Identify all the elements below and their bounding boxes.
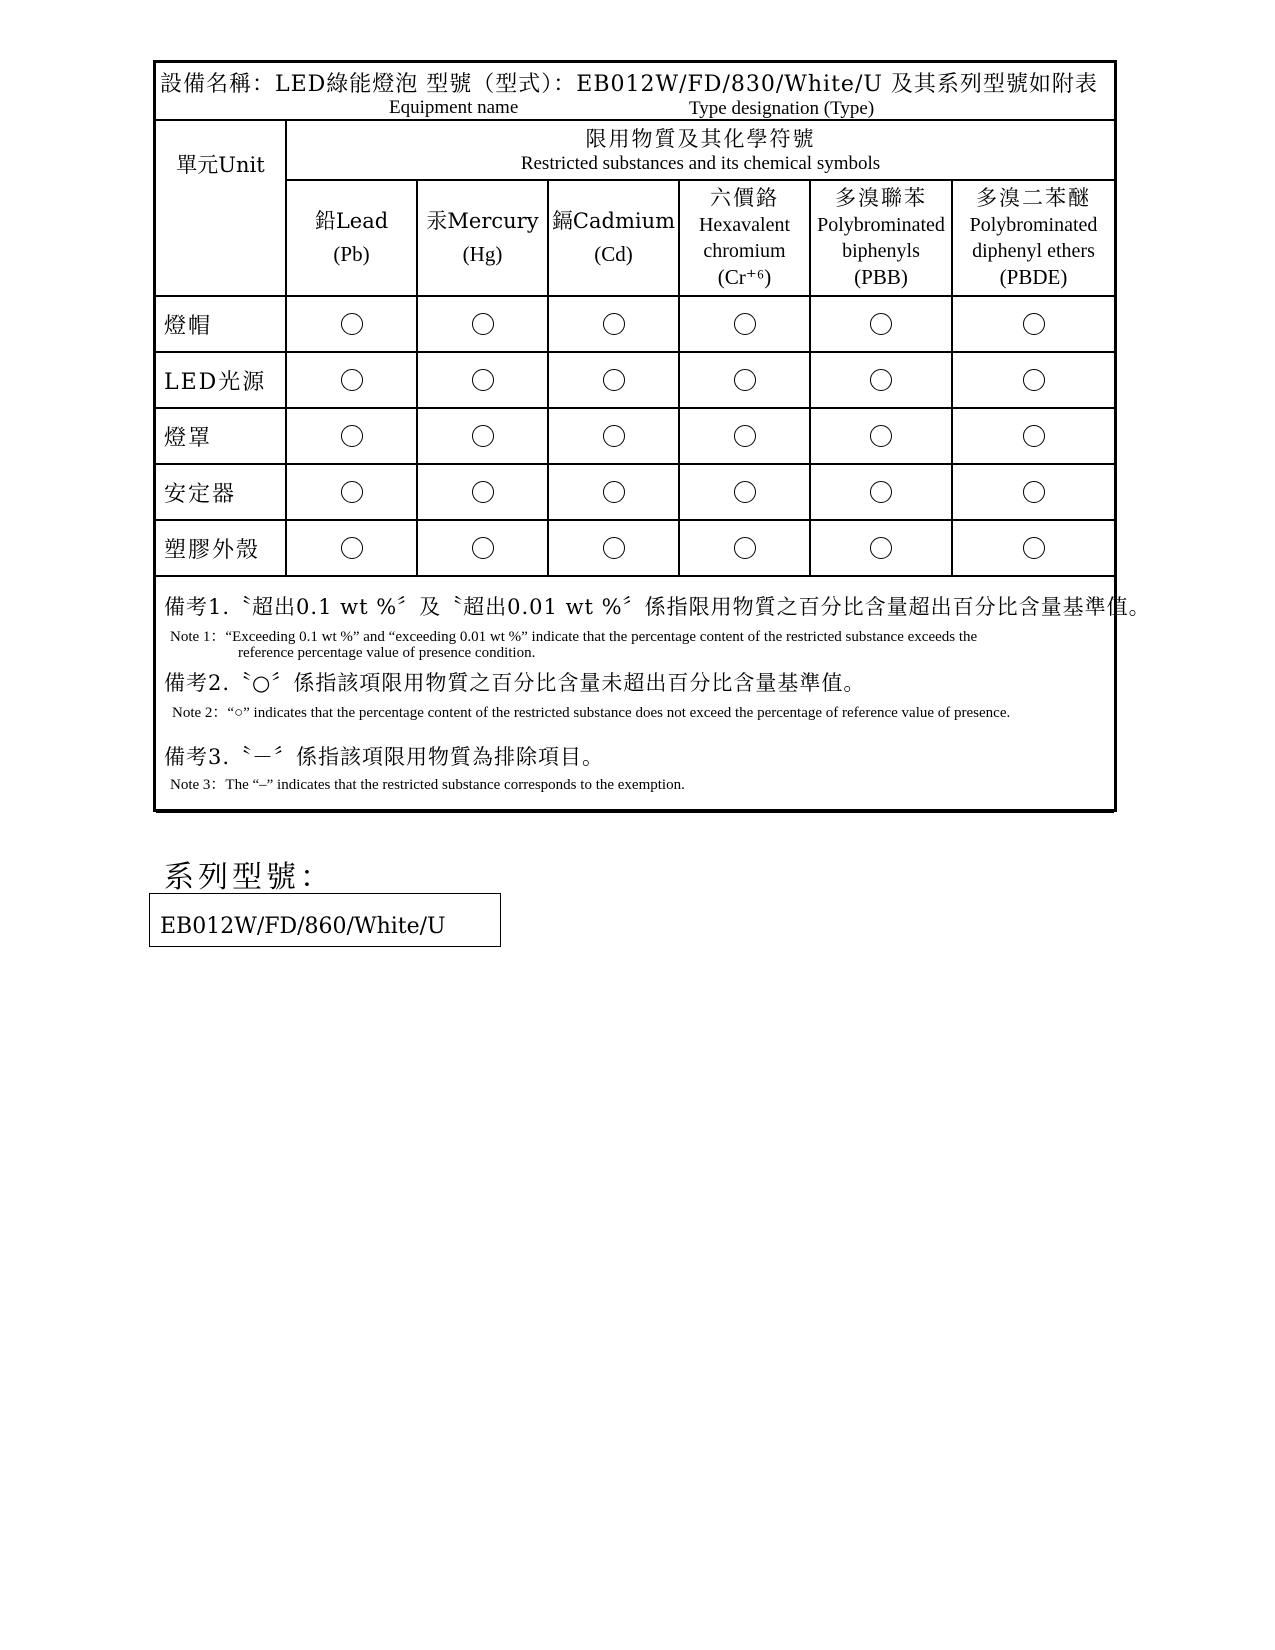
mark-cell: [286, 520, 417, 576]
note1-en: Note 1：“Exceeding 0.1 wt %” and “exceeding 0.01 wt %” indicate that the percentage content of the restricted substance exceeds the: [170, 629, 978, 645]
circle-mark-icon: [341, 481, 363, 503]
substance-symbol: (Hg): [462, 242, 503, 266]
mark-cell: [417, 352, 548, 408]
type-designation-label: Type designation (Type): [689, 98, 875, 119]
circle-mark-icon: [870, 537, 892, 559]
substance-name: 汞Mercury: [426, 208, 539, 233]
circle-mark-icon: [603, 425, 625, 447]
substance-name: 鉛Lead: [314, 208, 389, 233]
mark-cell: [952, 408, 1114, 464]
mark-cell: [417, 464, 548, 520]
circle-mark-icon: [472, 481, 494, 503]
mark-cell: [810, 352, 952, 408]
mark-cell: [548, 520, 679, 576]
unit-header: 單元Unit: [156, 120, 286, 296]
circle-mark-icon: [341, 369, 363, 391]
series-model-value: EB012W/FD/860/White/U: [160, 914, 446, 939]
circle-mark-icon: [734, 425, 756, 447]
mark-cell: [548, 408, 679, 464]
mark-cell: [952, 296, 1114, 352]
circle-mark-icon: [341, 313, 363, 335]
mark-cell: [679, 296, 810, 352]
mark-cell: [417, 408, 548, 464]
unit-name: 安定器: [156, 464, 286, 520]
mark-cell: [810, 520, 952, 576]
table-row: [156, 408, 1114, 464]
mark-cell: [286, 296, 417, 352]
mark-cell: [417, 520, 548, 576]
note3-en: Note 3：The “–” indicates that the restricted substance corresponds to the exemption.: [170, 777, 685, 793]
note1-en-cont: reference percentage value of presence condition.: [238, 645, 536, 661]
circle-mark-icon: [734, 537, 756, 559]
note3-cn: 備考3.〝－〞係指該項限用物質為排除項目。: [164, 745, 605, 769]
circle-mark-icon: [870, 481, 892, 503]
circle-mark-icon: [1023, 369, 1045, 391]
circle-mark-icon: [603, 481, 625, 503]
circle-mark-icon: [870, 369, 892, 391]
substance-name: 鎘Cadmium: [551, 208, 676, 233]
substance-name: 多溴聯苯: [835, 185, 927, 210]
circle-mark-icon: [603, 369, 625, 391]
substance-header-cadmium: [548, 180, 679, 296]
circle-mark-icon: [603, 313, 625, 335]
circle-mark-icon: [341, 425, 363, 447]
circle-mark-icon: [870, 313, 892, 335]
substance-header-pbde: [952, 180, 1114, 296]
note2-cn: 備考2.〝○〞係指該項限用物質之百分比含量未超出百分比含量基準值。: [164, 671, 866, 695]
circle-mark-icon: [472, 313, 494, 335]
table-row: [156, 520, 1114, 576]
mark-cell: [810, 296, 952, 352]
substance-symbol: (Pb): [333, 242, 370, 266]
table-row: [156, 352, 1114, 408]
unit-name: 塑膠外殼: [156, 520, 286, 576]
notes-section: [156, 576, 1151, 812]
mark-cell: [417, 296, 548, 352]
substance-header-pbb: [810, 180, 952, 296]
substance-symbol: (Cd): [594, 242, 633, 266]
unit-name: 燈罩: [156, 408, 286, 464]
mark-cell: [810, 464, 952, 520]
circle-mark-icon: [1023, 425, 1045, 447]
note1-cn: 備考1.〝超出0.1 wt %〞及〝超出0.01 wt %〞係指限用物質之百分比含量超出百分比含量基準值。: [164, 595, 1151, 619]
substance-name-en: Hexavalent: [698, 214, 791, 236]
mark-cell: [286, 408, 417, 464]
mark-cell: [548, 296, 679, 352]
substance-symbol: (PBDE): [999, 265, 1068, 289]
substance-name-en-cont: diphenyl ethers: [972, 240, 1095, 262]
substance-header-hexavalent-chromium: [679, 180, 810, 296]
circle-mark-icon: [1023, 537, 1045, 559]
series-models-title: 系列型號：: [164, 860, 334, 895]
mark-cell: [548, 352, 679, 408]
substance-symbol: (PBB): [854, 265, 908, 289]
substance-symbol: (Cr⁺⁶): [717, 265, 772, 289]
circle-mark-icon: [472, 537, 494, 559]
circle-mark-icon: [734, 313, 756, 335]
table-row: [156, 464, 1114, 520]
mark-cell: [286, 464, 417, 520]
substance-name: 六價鉻: [710, 185, 779, 210]
unit-name: 燈帽: [156, 296, 286, 352]
rohs-declaration-table: [153, 60, 1151, 812]
circle-mark-icon: [1023, 481, 1045, 503]
table-row: [156, 296, 1114, 352]
mark-cell: [679, 520, 810, 576]
restricted-title-cn: 限用物質及其化學符號: [585, 127, 816, 151]
mark-cell: [679, 464, 810, 520]
equipment-title: 設備名稱：LED綠能燈泡 型號（型式）：EB012W/FD/830/White/U 及其系列型號如附表: [160, 72, 1098, 97]
mark-cell: [810, 408, 952, 464]
series-models-box: [149, 893, 501, 947]
mark-cell: [952, 464, 1114, 520]
circle-mark-icon: [870, 425, 892, 447]
header-cell: [156, 63, 1114, 120]
substance-name-en-cont: biphenyls: [842, 240, 920, 262]
substance-name-en-cont: chromium: [703, 240, 786, 262]
substance-name-en: Polybrominated: [969, 214, 1098, 236]
circle-mark-icon: [1023, 313, 1045, 335]
equipment-name-label: Equipment name: [389, 97, 519, 118]
substance-header-lead: [286, 180, 417, 296]
circle-mark-icon: [734, 481, 756, 503]
mark-cell: [952, 352, 1114, 408]
circle-mark-icon: [734, 369, 756, 391]
unit-name: LED光源: [156, 352, 286, 408]
substance-name: 多溴二苯醚: [976, 185, 1091, 210]
note2-en: Note 2：“○” indicates that the percentage content of the restricted substance does not exceed the percentage of reference value of presence.: [172, 705, 1011, 721]
mark-cell: [548, 464, 679, 520]
restricted-title-en: Restricted substances and its chemical symbols: [520, 153, 881, 174]
circle-mark-icon: [472, 369, 494, 391]
substance-name-en: Polybrominated: [817, 214, 945, 236]
substance-header-mercury: [417, 180, 548, 296]
mark-cell: [679, 408, 810, 464]
circle-mark-icon: [341, 537, 363, 559]
circle-mark-icon: [603, 537, 625, 559]
restricted-substances-header: [286, 120, 1114, 180]
mark-cell: [286, 352, 417, 408]
circle-mark-icon: [472, 425, 494, 447]
mark-cell: [679, 352, 810, 408]
mark-cell: [952, 520, 1114, 576]
